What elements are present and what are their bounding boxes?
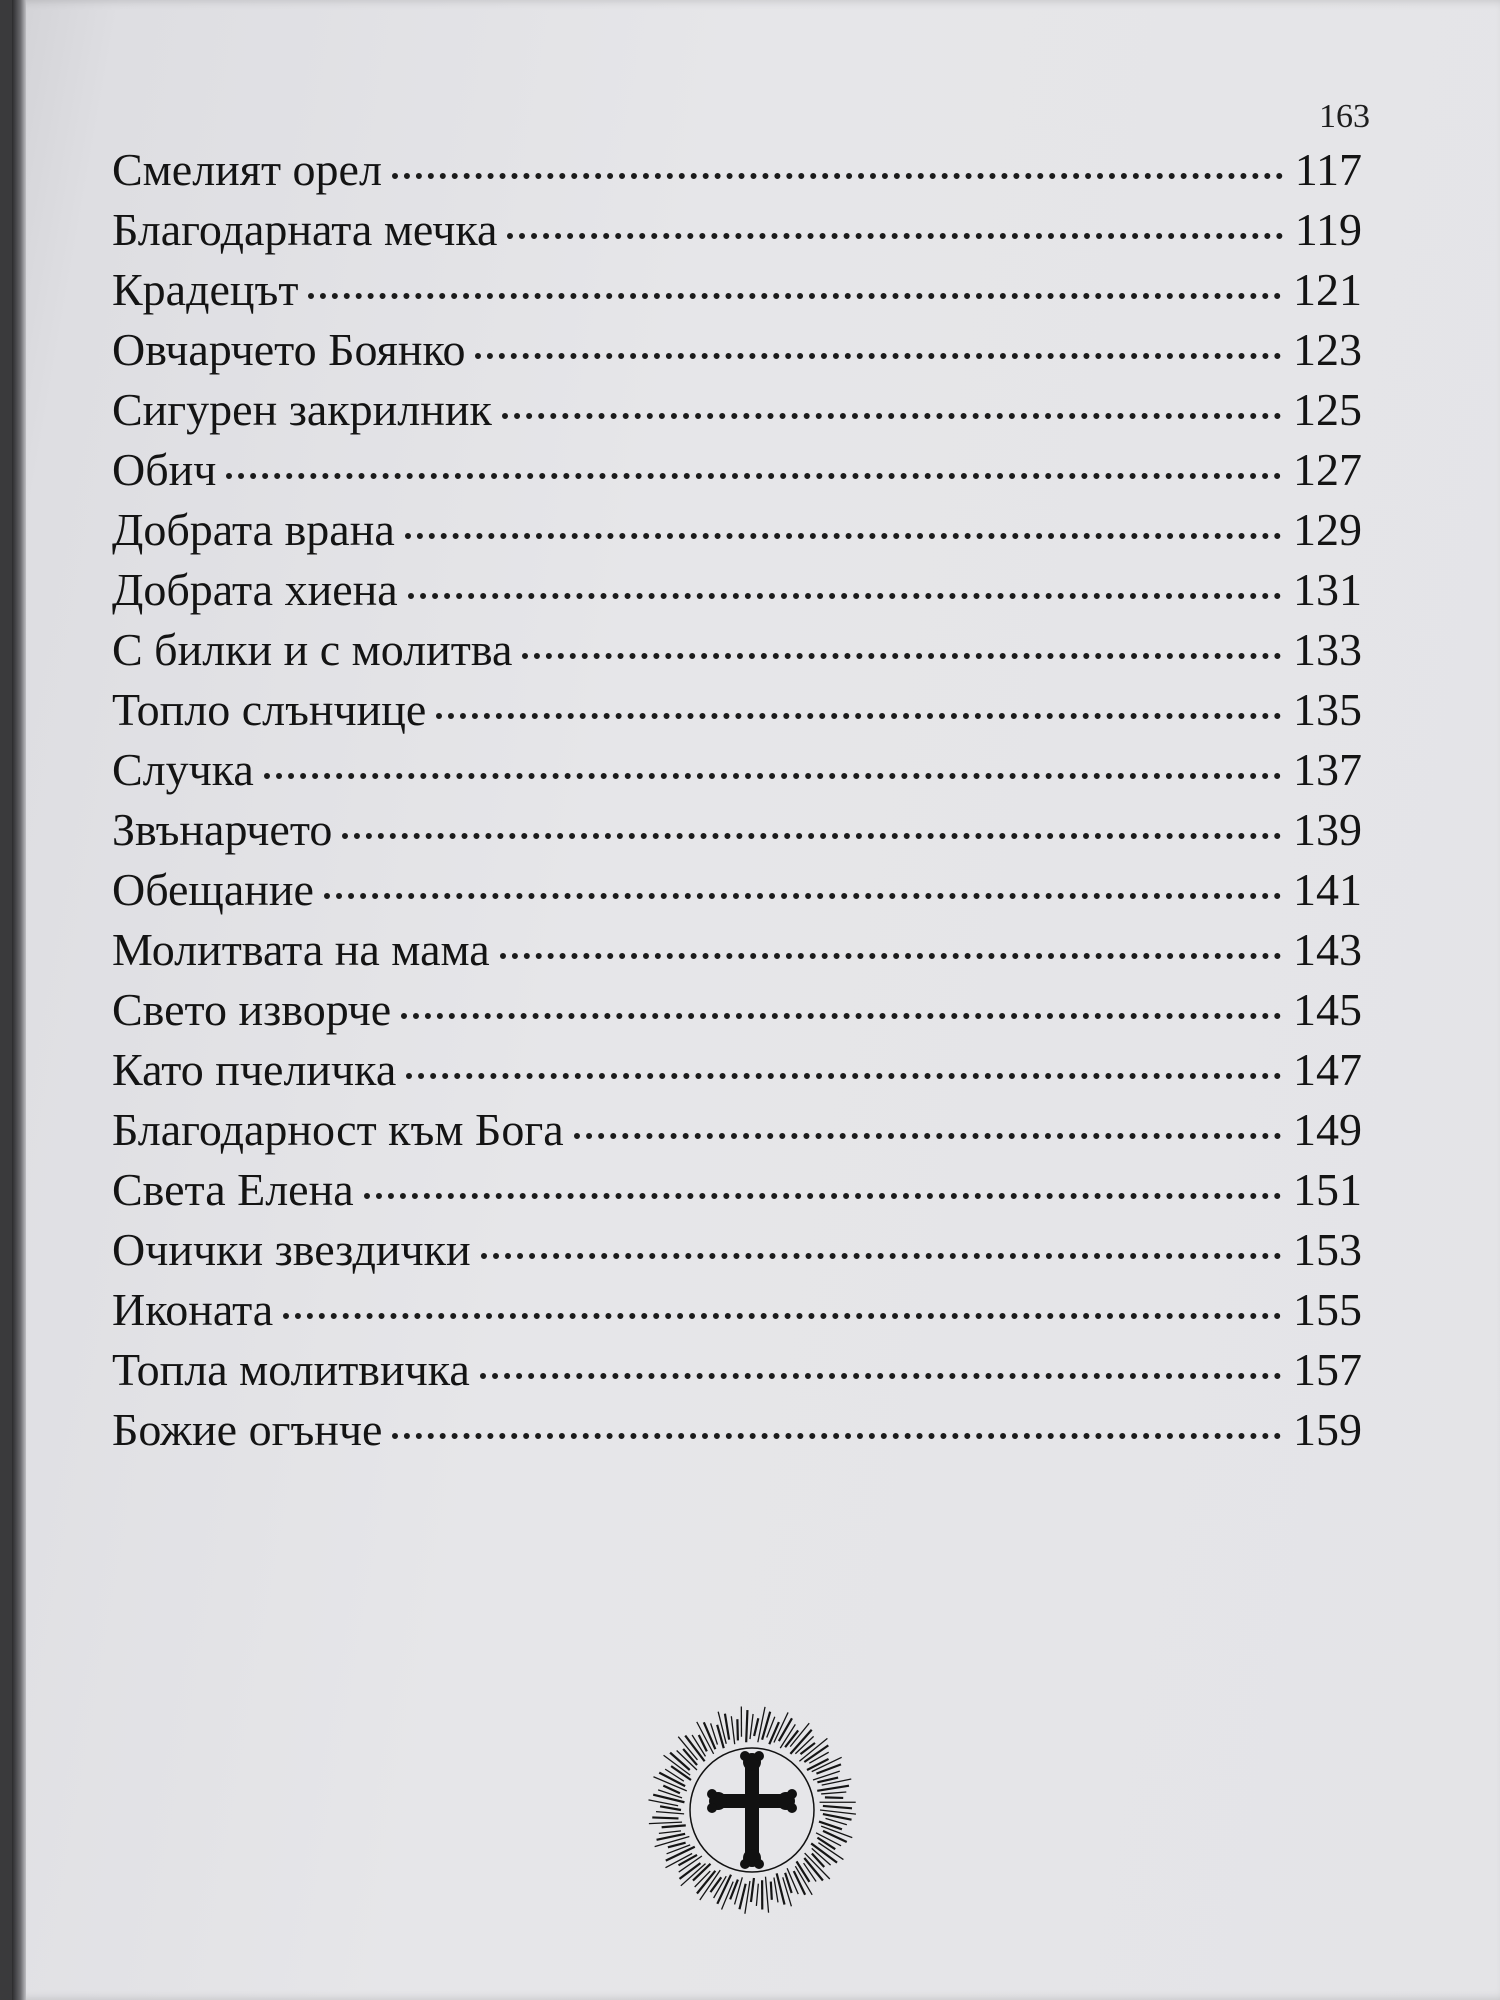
dot-leader (264, 773, 1281, 779)
toc-entry-title: Очички звездички (112, 1224, 471, 1275)
toc-entry (112, 1100, 1362, 1160)
toc-entry-page: 135 (1293, 684, 1362, 735)
toc-entry (112, 1040, 1362, 1100)
toc-entry-page: 145 (1293, 984, 1362, 1035)
dot-leader (436, 713, 1281, 719)
toc-entry (112, 800, 1362, 860)
toc-entry-title: Свето изворче (112, 984, 392, 1035)
dot-leader (364, 1193, 1281, 1199)
toc-entry-page: 131 (1293, 564, 1362, 615)
dot-leader (500, 953, 1281, 959)
dot-leader (408, 593, 1281, 599)
toc-entry-title: Благодарност към Бога (112, 1104, 564, 1155)
toc-entry-page: 143 (1293, 924, 1362, 975)
table-of-contents (112, 140, 1362, 1460)
dot-leader (522, 653, 1281, 659)
toc-entry-page: 141 (1293, 864, 1362, 915)
toc-entry-title: Добрата хиена (112, 564, 398, 615)
toc-entry-title: Звънарчето (112, 804, 333, 855)
toc-entry-page: 153 (1293, 1224, 1362, 1275)
toc-entry-title: Благодарната мечка (112, 204, 498, 255)
dot-leader (405, 533, 1281, 539)
toc-entry (112, 560, 1362, 620)
toc-entry (112, 920, 1362, 980)
toc-entry (112, 320, 1362, 380)
toc-entry (112, 1340, 1362, 1400)
toc-entry-page: 147 (1293, 1044, 1362, 1095)
toc-entry (112, 260, 1362, 320)
dot-leader (392, 173, 1283, 179)
toc-entry-title: Обещание (112, 864, 314, 915)
dot-leader (507, 233, 1282, 239)
toc-entry (112, 200, 1362, 260)
toc-entry (112, 740, 1362, 800)
page-edge (12, 0, 26, 2000)
toc-entry-title: Обич (112, 444, 217, 495)
toc-entry-title: Като пчеличка (112, 1044, 397, 1095)
toc-entry-page: 123 (1293, 324, 1362, 375)
dot-leader (226, 473, 1281, 479)
toc-entry-title: Смелият орел (112, 144, 382, 195)
toc-entry (112, 1400, 1362, 1460)
toc-entry-title: С билки и с молитва (112, 624, 513, 675)
toc-entry-page: 139 (1293, 804, 1362, 855)
toc-entry-title: Света Елена (112, 1164, 354, 1215)
page-number: 163 (1319, 98, 1370, 135)
toc-entry-page: 133 (1293, 624, 1362, 675)
toc-entry (112, 440, 1362, 500)
toc-entry (112, 860, 1362, 920)
toc-entry-page: 129 (1293, 504, 1362, 555)
toc-entry-title: Молитвата на мама (112, 924, 490, 975)
toc-entry-page: 117 (1294, 144, 1362, 195)
toc-entry-title: Овчарчето Боянко (112, 324, 466, 375)
toc-entry-page: 151 (1293, 1164, 1362, 1215)
dot-leader (283, 1313, 1281, 1319)
toc-entry (112, 1160, 1362, 1220)
book-page (12, 0, 1500, 2000)
dot-leader (308, 293, 1281, 299)
dot-leader (480, 1373, 1281, 1379)
toc-entry-page: 155 (1293, 1284, 1362, 1335)
toc-entry-page: 159 (1293, 1404, 1362, 1455)
cross-ornament-icon (632, 1690, 872, 1930)
toc-entry (112, 500, 1362, 560)
dot-leader (401, 1013, 1281, 1019)
toc-entry-title: Божие огънче (112, 1404, 383, 1455)
toc-entry (112, 1220, 1362, 1280)
toc-entry (112, 620, 1362, 680)
toc-entry-page: 121 (1293, 264, 1362, 315)
dot-leader (502, 413, 1281, 419)
toc-entry-page: 119 (1294, 204, 1362, 255)
dot-leader (342, 833, 1281, 839)
toc-entry-page: 149 (1293, 1104, 1362, 1155)
toc-entry (112, 380, 1362, 440)
toc-entry-page: 157 (1293, 1344, 1362, 1395)
toc-entry-page: 137 (1293, 744, 1362, 795)
toc-entry-page: 127 (1293, 444, 1362, 495)
toc-entry-page: 125 (1293, 384, 1362, 435)
dot-leader (475, 353, 1281, 359)
dot-leader (392, 1433, 1281, 1439)
toc-entry (112, 980, 1362, 1040)
dot-leader (324, 893, 1281, 899)
toc-entry-title: Крадецът (112, 264, 299, 315)
dot-leader (574, 1133, 1281, 1139)
dot-leader (481, 1253, 1281, 1259)
toc-entry-title: Топла молитвичка (112, 1344, 470, 1395)
toc-entry-title: Добрата врана (112, 504, 395, 555)
toc-entry-title: Топло слънчице (112, 684, 427, 735)
toc-entry-title: Случка (112, 744, 254, 795)
toc-entry (112, 140, 1362, 200)
toc-entry-title: Иконата (112, 1284, 274, 1335)
dot-leader (406, 1073, 1281, 1079)
toc-entry-title: Сигурен закрилник (112, 384, 492, 435)
toc-entry (112, 680, 1362, 740)
toc-entry (112, 1280, 1362, 1340)
